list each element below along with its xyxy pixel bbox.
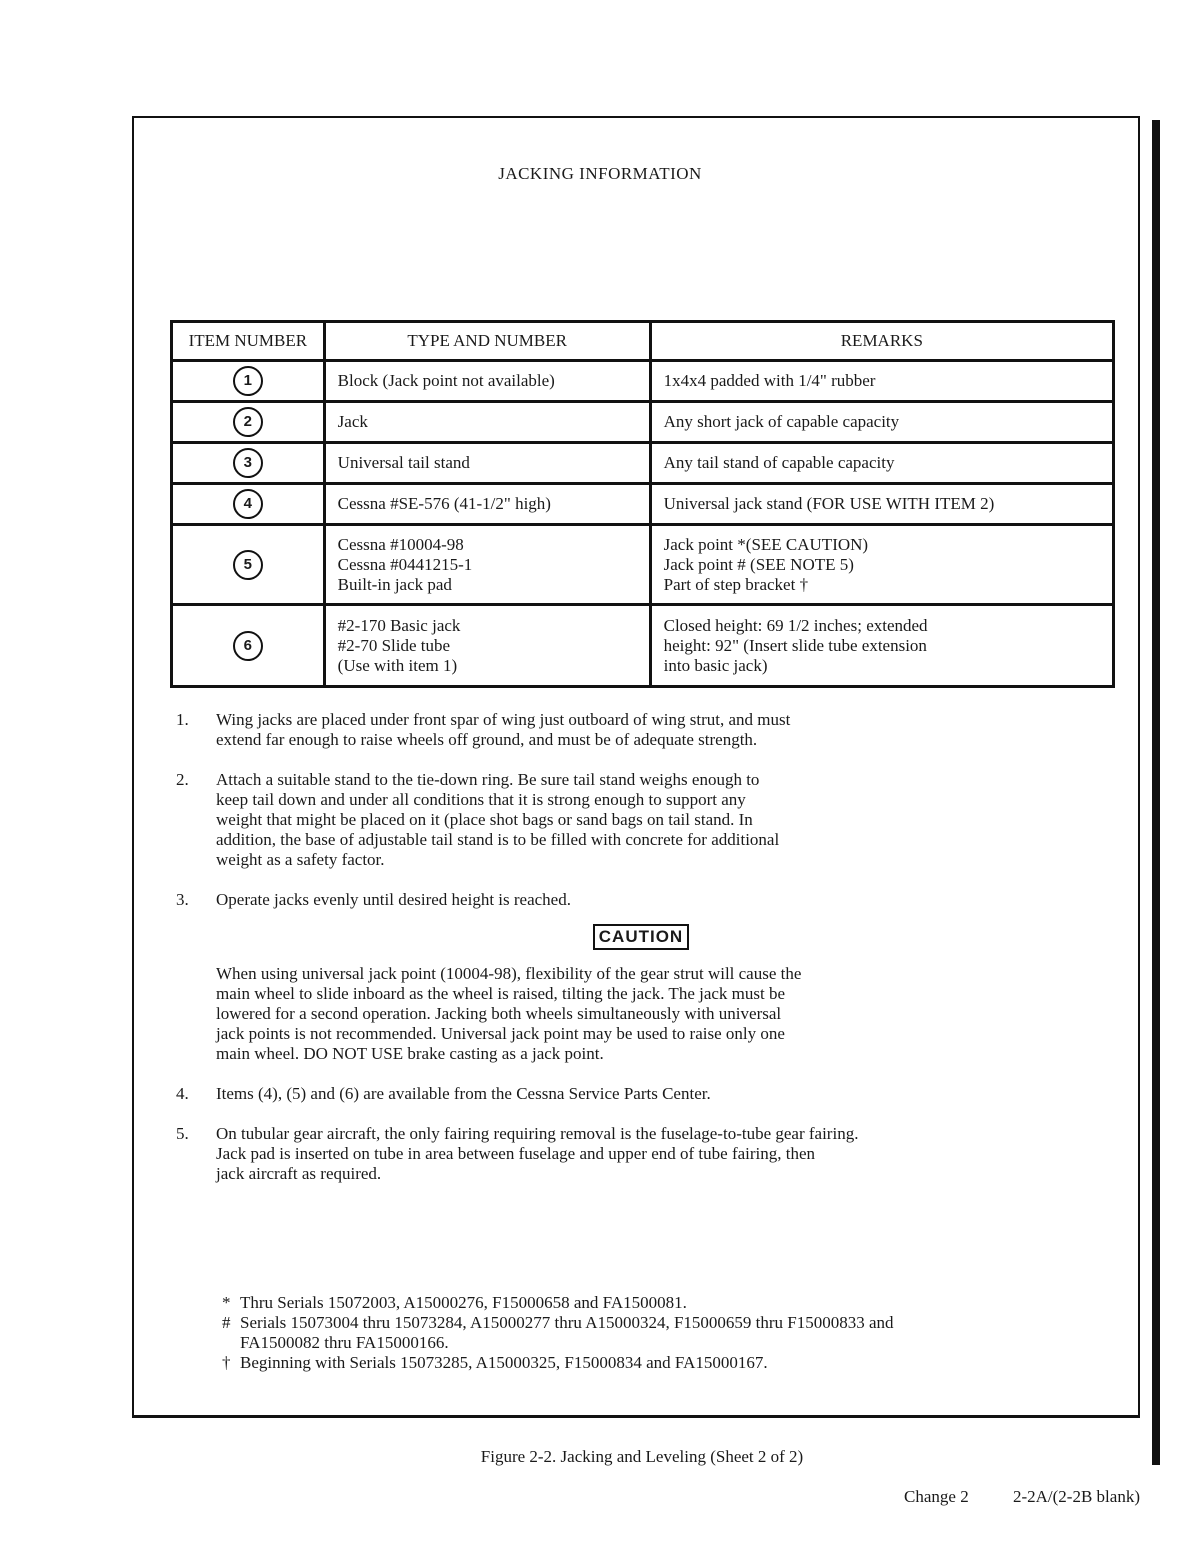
table-header-row — [172, 322, 1114, 361]
caution-line: jack points is not recommended. Universal jack point may be used to raise only one — [216, 1024, 785, 1043]
caution-line: main wheel to slide inboard as the wheel is raised, tilting the jack. The jack must be — [216, 984, 786, 1003]
note-number: 1. — [176, 710, 189, 729]
figure-caption: Figure 2-2. Jacking and Leveling (Sheet 2 of 2) — [480, 1447, 804, 1466]
table-row — [172, 361, 1114, 402]
note-item — [176, 1084, 1106, 1104]
header-item-number: ITEM NUMBER — [172, 322, 325, 361]
remarks-cell — [650, 605, 1113, 687]
note-line: On tubular gear aircraft, the only fairing requiring removal is the fuselage-to-tube gear fairing. — [216, 1124, 859, 1143]
note-line: weight as a safety factor. — [216, 850, 385, 869]
serial-footnote-continued — [222, 1333, 1102, 1353]
remarks-cell — [650, 402, 1113, 443]
footnote-line: Serials 15073004 thru 15073284, A15000277 thru A15000324, F15000659 thru F15000833 and — [240, 1313, 894, 1332]
table-row — [172, 525, 1114, 605]
type-cell — [324, 443, 650, 484]
type-line: Cessna #SE-576 (41-1/2" high) — [337, 494, 551, 513]
page-footer — [864, 1487, 1140, 1507]
notes-list — [176, 710, 1106, 1204]
page-title: JACKING INFORMATION — [498, 164, 702, 183]
item-number-cell — [172, 402, 325, 443]
type-cell — [324, 361, 650, 402]
footnote-line: Thru Serials 15072003, A15000276, F15000658 and FA1500081. — [240, 1293, 687, 1312]
footnote-line: FA1500082 thru FA15000166. — [240, 1333, 449, 1352]
table-row — [172, 402, 1114, 443]
note-line: extend far enough to raise wheels off ground, and must be of adequate strength. — [216, 730, 758, 749]
remarks-line: 1x4x4 padded with 1/4" rubber — [663, 371, 876, 390]
note-line: keep tail down and under all conditions that it is strong enough to support any — [216, 790, 746, 809]
remarks-cell — [650, 484, 1113, 525]
type-line: Jack — [337, 412, 368, 431]
header-remarks: REMARKS — [650, 322, 1113, 361]
note-line: Items (4), (5) and (6) are available from the Cessna Service Parts Center. — [216, 1084, 711, 1103]
note-line: Attach a suitable stand to the tie-down ring. Be sure tail stand weighs enough to — [216, 770, 760, 789]
remarks-line: Universal jack stand (FOR USE WITH ITEM 2) — [663, 494, 995, 513]
remarks-line: height: 92" (Insert slide tube extension — [663, 635, 927, 655]
remarks-line: Any short jack of capable capacity — [663, 412, 900, 431]
serial-footnote — [222, 1293, 1102, 1313]
remarks-line: Part of step bracket † — [663, 574, 809, 594]
serial-footnote — [222, 1313, 1102, 1333]
item-number-cell — [172, 361, 325, 402]
item-number-cell — [172, 443, 325, 484]
serial-footnote — [222, 1353, 1102, 1373]
note-line: addition, the base of adjustable tail stand is to be filled with concrete for additional — [216, 830, 780, 849]
note-item — [176, 710, 1106, 750]
remarks-line: Closed height: 69 1/2 inches; extended — [663, 615, 928, 635]
caution-banner — [176, 924, 1106, 950]
footnote-symbol: † — [222, 1353, 231, 1372]
type-line: (Use with item 1) — [337, 655, 458, 675]
remarks-line: Any tail stand of capable capacity — [663, 453, 895, 472]
note-number: 4. — [176, 1084, 189, 1103]
type-cell — [324, 605, 650, 687]
remarks-line: Jack point *(SEE CAUTION) — [663, 534, 869, 554]
circled-number: 4 — [233, 489, 263, 519]
remarks-cell — [650, 443, 1113, 484]
note-text — [216, 710, 1106, 750]
caution-line: When using universal jack point (10004-98), flexibility of the gear strut will cause the — [216, 964, 802, 983]
table-row — [172, 605, 1114, 687]
type-line: Cessna #10004-98 — [337, 534, 464, 554]
caution-line: main wheel. DO NOT USE brake casting as a jack point. — [216, 1044, 604, 1063]
item-number-cell — [172, 605, 325, 687]
note-item — [176, 1124, 1106, 1184]
note-line: Wing jacks are placed under front spar of wing just outboard of wing strut, and must — [216, 710, 791, 729]
remarks-cell — [650, 361, 1113, 402]
remarks-line: Jack point # (SEE NOTE 5) — [663, 554, 854, 574]
remarks-line: into basic jack) — [663, 655, 768, 675]
serial-footnotes — [222, 1293, 1102, 1373]
note-line: jack aircraft as required. — [216, 1164, 382, 1183]
footnote-symbol: # — [222, 1313, 231, 1332]
note-number: 2. — [176, 770, 189, 789]
circled-number: 3 — [233, 448, 263, 478]
type-line: Built-in jack pad — [337, 574, 452, 594]
circled-number: 2 — [233, 407, 263, 437]
jacking-table — [170, 320, 1115, 688]
type-cell — [324, 402, 650, 443]
note-line: weight that might be placed on it (place shot bags or sand bags on tail stand. In — [216, 810, 753, 829]
header-type-and-number: TYPE AND NUMBER — [324, 322, 650, 361]
type-cell — [324, 484, 650, 525]
note-item — [176, 890, 1106, 910]
note-text — [216, 890, 1106, 910]
change-label: Change 2 — [904, 1487, 969, 1506]
item-number-cell — [172, 484, 325, 525]
circled-number: 5 — [233, 550, 263, 580]
note-number: 5. — [176, 1124, 189, 1143]
caution-label: CAUTION — [593, 924, 689, 950]
type-line: Universal tail stand — [337, 453, 470, 472]
item-number-cell — [172, 525, 325, 605]
remarks-cell — [650, 525, 1113, 605]
type-line: Block (Jack point not available) — [337, 371, 555, 390]
footnote-line: Beginning with Serials 15073285, A15000325, F15000834 and FA15000167. — [240, 1353, 768, 1372]
type-line: Cessna #0441215-1 — [337, 554, 473, 574]
note-text — [216, 1084, 1106, 1104]
type-line: #2-170 Basic jack — [337, 615, 461, 635]
note-text — [216, 770, 1106, 870]
note-item — [176, 770, 1106, 870]
note-text — [216, 1124, 1106, 1184]
footnote-symbol: * — [222, 1293, 231, 1312]
note-line: Jack pad is inserted on tube in area between fuselage and upper end of tube fairing, then — [216, 1144, 816, 1163]
note-line: Operate jacks evenly until desired height is reached. — [216, 890, 571, 909]
page-number: 2-2A/(2-2B blank) — [1012, 1487, 1140, 1506]
circled-number: 6 — [233, 631, 263, 661]
caution-line: lowered for a second operation. Jacking both wheels simultaneously with universal — [216, 1004, 782, 1023]
table-row — [172, 484, 1114, 525]
type-line: #2-70 Slide tube — [337, 635, 451, 655]
circled-number: 1 — [233, 366, 263, 396]
caution-text — [216, 964, 1106, 1064]
note-number: 3. — [176, 890, 189, 909]
change-bar — [1152, 120, 1160, 1465]
table-row — [172, 443, 1114, 484]
type-cell — [324, 525, 650, 605]
